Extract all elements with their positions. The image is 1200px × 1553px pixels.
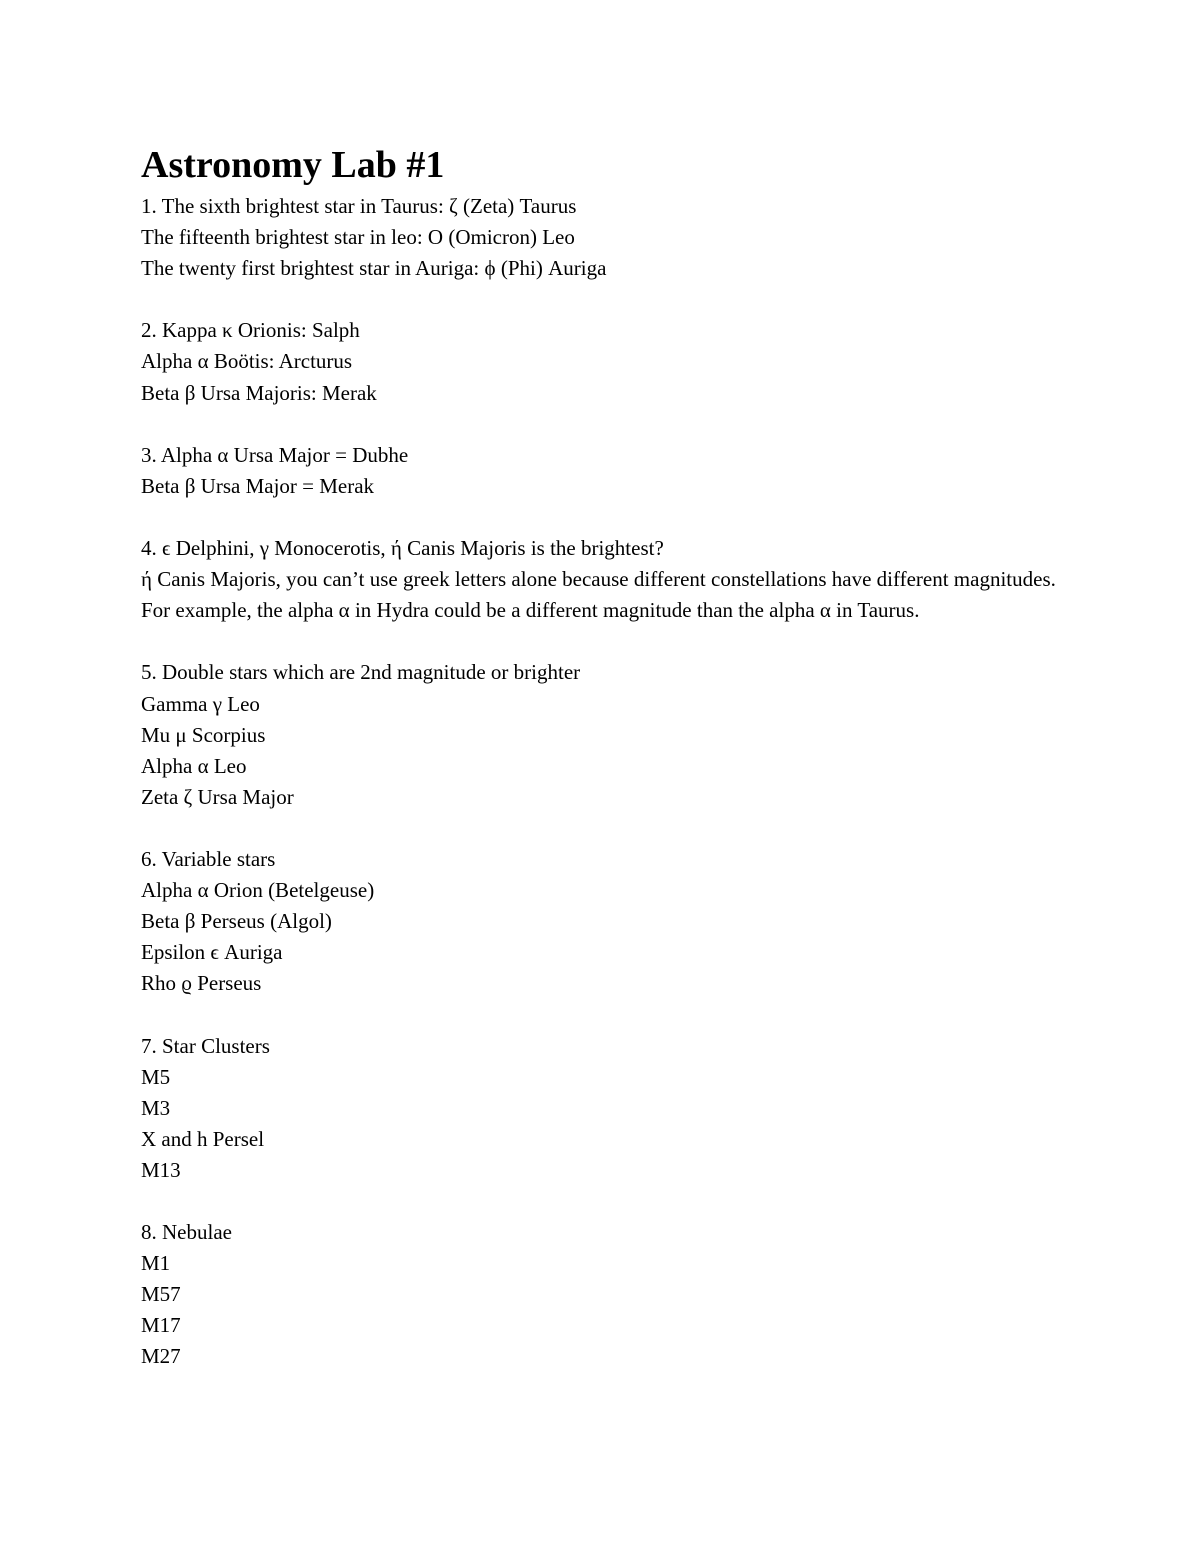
section-line: The twenty first brightest star in Auriga: ϕ (Phi) Auriga xyxy=(141,256,607,281)
section-line: 5. Double stars which are 2nd magnitude or brighter xyxy=(141,660,581,685)
section-line: Zeta ζ Ursa Major xyxy=(141,784,294,809)
section-line: The fifteenth brightest star in leo: O (Omicron) Leo xyxy=(141,225,575,250)
section-line: 3. Alpha α Ursa Major = Dubhe xyxy=(141,442,409,467)
section-line: M13 xyxy=(141,1157,181,1182)
section-line: Alpha α Orion (Betelgeuse) xyxy=(141,878,375,903)
section-5 xyxy=(141,657,1071,812)
section-line: Gamma γ Leo xyxy=(141,691,260,716)
section-paragraph: ή Canis Majoris, you can’t use greek letters alone because different constellations have different magnitudes. For example, the alpha α in Hydra could be a different magnitude than the alpha α in Taurus. xyxy=(141,567,1056,623)
section-line: M5 xyxy=(141,1064,171,1089)
blank-line xyxy=(141,409,1071,440)
section-line: Alpha α Boötis: Arcturus xyxy=(141,349,353,374)
section-7 xyxy=(141,1031,1071,1186)
section-line: Mu μ Scorpius xyxy=(141,722,266,747)
section-6 xyxy=(141,844,1071,999)
blank-line xyxy=(141,626,1071,657)
section-line: M27 xyxy=(141,1344,181,1369)
section-line: 8. Nebulae xyxy=(141,1220,232,1245)
section-line: 1. The sixth brightest star in Taurus: ζ (Zeta) Taurus xyxy=(141,194,577,218)
section-line: X and h Persel xyxy=(141,1126,265,1151)
blank-line xyxy=(141,284,1071,315)
blank-line xyxy=(141,1186,1071,1217)
section-line: Epsilon ϵ Auriga xyxy=(141,940,283,965)
section-line: M17 xyxy=(141,1313,181,1338)
section-4 xyxy=(141,533,1071,626)
blank-line xyxy=(141,502,1071,533)
section-line: Beta β Ursa Majoris: Merak xyxy=(141,380,377,405)
section-line: M1 xyxy=(141,1251,171,1276)
section-line: M3 xyxy=(141,1095,171,1120)
section-2 xyxy=(141,315,1071,408)
section-line: 2. Kappa κ Orionis: Salph xyxy=(141,318,360,343)
section-line: Alpha α Leo xyxy=(141,753,247,778)
blank-line xyxy=(141,813,1071,844)
section-line: Rho ϱ Perseus xyxy=(141,971,262,996)
document-body xyxy=(141,143,1071,1373)
section-line: 6. Variable stars xyxy=(141,846,276,871)
section-line: Beta β Perseus (Algol) xyxy=(141,909,332,934)
document-title: Astronomy Lab #1 xyxy=(141,144,445,186)
section-line: 4. ϵ Delphini, γ Monocerotis, ή Canis Majoris is the brightest? xyxy=(141,536,664,561)
section-line: M57 xyxy=(141,1282,181,1307)
section-line: 7. Star Clusters xyxy=(141,1033,270,1058)
blank-line xyxy=(141,999,1071,1030)
section-line: Beta β Ursa Major = Merak xyxy=(141,473,375,498)
section-8 xyxy=(141,1217,1071,1372)
section-1 xyxy=(141,191,1071,284)
section-3 xyxy=(141,440,1071,502)
